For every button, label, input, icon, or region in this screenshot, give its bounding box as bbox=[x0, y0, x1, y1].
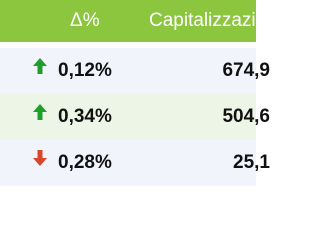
table-row[interactable] bbox=[0, 48, 270, 96]
change-value: 0,12% bbox=[58, 60, 112, 81]
column-header-change[interactable]: Δ% bbox=[70, 10, 100, 31]
change-value: 0,34% bbox=[58, 106, 112, 127]
capitalization-value: 504,6 bbox=[222, 106, 270, 127]
column-header-capitalization[interactable]: Capitalizzazione bbox=[149, 10, 288, 31]
arrow-up-icon bbox=[31, 103, 49, 121]
table-row[interactable] bbox=[0, 94, 270, 142]
table-row[interactable] bbox=[0, 140, 270, 186]
arrow-down-icon bbox=[31, 149, 49, 167]
table-header bbox=[0, 0, 288, 42]
capitalization-value: 674,9 bbox=[222, 60, 270, 81]
arrow-up-icon bbox=[31, 57, 49, 75]
change-value: 0,28% bbox=[58, 152, 112, 173]
capitalization-value: 25,1 bbox=[233, 152, 270, 173]
